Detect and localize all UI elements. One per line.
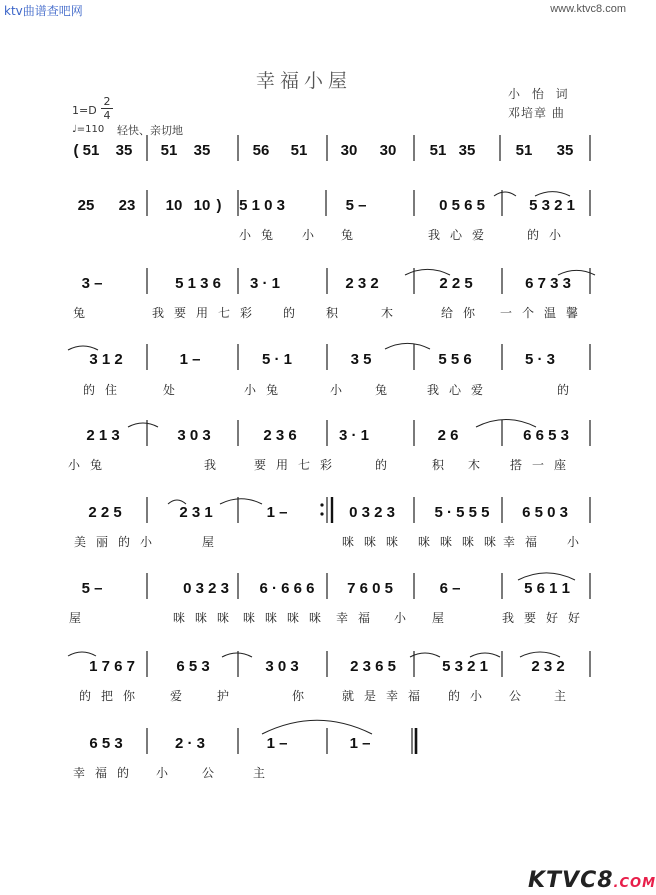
quarter-note-icon: ♩ [72, 124, 77, 135]
note-group: 0 3 2 3 [349, 504, 395, 521]
lyric-text: 木 [380, 306, 404, 320]
lyric-text: 公 [201, 766, 225, 780]
note-group: 2 3 2 [531, 658, 565, 675]
watermark-right: www.ktvc8.com [550, 3, 626, 15]
note-group: 1 – [179, 351, 201, 368]
lyric-text: 咪咪咪 [341, 535, 409, 549]
note-group: 6 6 5 3 [523, 427, 569, 444]
note-group: 3 0 3 [265, 658, 299, 675]
lyric-text: 兔 [374, 383, 398, 397]
ktvc8-logo [528, 868, 656, 893]
note-group: 5 1 0 3 [239, 197, 285, 214]
note-group: 1 7 6 7 [89, 658, 135, 675]
repeat-dot [320, 503, 323, 506]
note-group: 2 1 3 [86, 427, 120, 444]
slur-arc [494, 192, 516, 196]
note-group: 1 – [266, 735, 288, 752]
lyric-text: 给你 [440, 306, 486, 320]
note-group: 0 5 6 5 [439, 197, 485, 214]
note-group: 35 [458, 142, 476, 159]
note-group: 25 [77, 197, 95, 214]
note-group: 6 5 3 [176, 658, 210, 675]
note-group: 5 – [81, 580, 103, 597]
lyric-text: 小兔 [243, 383, 289, 397]
slur-arc [520, 652, 560, 657]
note-group: 51 [515, 142, 533, 159]
note-group: 0 3 2 3 [183, 580, 229, 597]
slur-arc [222, 653, 252, 657]
note-group: 2 · 3 [174, 735, 206, 752]
slur-arc [262, 720, 372, 734]
slur-arc [68, 652, 96, 656]
note-group: 1 – [349, 735, 371, 752]
lyric-text: 美丽的小 [73, 535, 163, 549]
lyric-text: 我要用七彩 [151, 306, 263, 320]
note-group: 30 [379, 142, 397, 159]
lyric-text: 小 [329, 383, 353, 397]
lyric-text: 积 [431, 458, 455, 472]
note-group: 2 2 5 [439, 275, 473, 292]
note-group: 35 [115, 142, 133, 159]
slur-arc [385, 343, 430, 349]
slur-arc [220, 499, 262, 504]
time-signature-top: 2 [103, 95, 111, 108]
lyric-text: 小 [566, 535, 590, 549]
lyric-text: 我心爱 [426, 383, 494, 397]
lyric-text: 公 [508, 689, 532, 703]
note-group: 5 · 5 5 5 [434, 504, 490, 521]
lyric-text: 小 [393, 611, 417, 625]
note-group: 2 6 [437, 427, 459, 444]
note-group: ( [73, 142, 79, 159]
lyric-text: 的 [374, 458, 398, 472]
lyric-text: 的住 [82, 383, 128, 397]
note-group: 3 · 1 [249, 275, 281, 292]
note-group: 5 · 1 [261, 351, 293, 368]
slur-arc [518, 573, 575, 580]
lyric-text: 你 [291, 689, 315, 703]
note-group: 30 [340, 142, 358, 159]
lyric-text: 一个温馨 [499, 306, 589, 320]
lyric-text: 兔 [72, 306, 96, 320]
note-group: 51 [429, 142, 447, 159]
note-group: 7 6 0 5 [347, 580, 393, 597]
note-group: 51 [82, 142, 100, 159]
note-group: 3 5 [350, 351, 372, 368]
lyric-text: 小兔 [67, 458, 113, 472]
lyric-text: 主 [252, 766, 276, 780]
slur-arc [476, 420, 536, 428]
lyric-text: 的 [282, 306, 306, 320]
key-signature: 1=D [72, 104, 97, 117]
note-group: 5 5 6 [438, 351, 472, 368]
tempo-value: =110 [76, 124, 105, 135]
lyric-text: 的把你 [78, 689, 146, 703]
note-group: 6 7 3 3 [525, 275, 571, 292]
note-group: 51 [160, 142, 178, 159]
lyric-text: 积 [325, 306, 349, 320]
note-group: 5 · 3 [524, 351, 556, 368]
note-group: 2 2 5 [88, 504, 122, 521]
note-group: ) [216, 197, 222, 214]
lyric-text: 我 [203, 458, 227, 472]
note-group: 2 3 6 [263, 427, 297, 444]
lyric-text: 屋 [431, 611, 455, 625]
note-group: 2 3 1 [179, 504, 213, 521]
lyricist-credit: 小 怡 词 [508, 87, 572, 101]
note-group: 56 [252, 142, 270, 159]
lyric-text: 的 [556, 383, 580, 397]
logo-suffix: .COM [613, 876, 656, 891]
note-group: 5 3 2 1 [529, 197, 575, 214]
note-group: 2 3 6 5 [350, 658, 396, 675]
lyric-text: 小 [155, 766, 179, 780]
note-group: 3 1 2 [89, 351, 123, 368]
lyric-text: 木 [467, 458, 491, 472]
lyric-text: 我要好好 [501, 611, 591, 625]
lyric-text: 兔 [340, 228, 364, 242]
lyric-text: 屋 [68, 611, 92, 625]
note-group: 5 – [345, 197, 367, 214]
logo-main: KTVC8 [528, 868, 614, 893]
note-group: 5 6 1 1 [524, 580, 570, 597]
note-group: 6 5 0 3 [522, 504, 568, 521]
lyric-text: 咪咪咪咪 [417, 535, 507, 549]
note-group: 10 [165, 197, 183, 214]
note-group: 2 3 2 [345, 275, 379, 292]
lyric-text: 我心爱 [427, 228, 495, 242]
note-group: 10 [193, 197, 211, 214]
note-group: 23 [118, 197, 136, 214]
lyric-text: 咪咪咪 [172, 611, 240, 625]
slur-arc [535, 192, 570, 196]
lyric-text: 幸福 [502, 535, 548, 549]
note-group: 51 [290, 142, 308, 159]
note-group: 35 [556, 142, 574, 159]
composer-credit: 邓培章 曲 [508, 106, 565, 120]
note-group: 5 1 3 6 [175, 275, 221, 292]
lyric-text: 要用七彩 [253, 458, 343, 472]
lyric-text: 的小 [447, 689, 493, 703]
lyric-text: 主 [553, 689, 577, 703]
slur-arc [128, 423, 158, 427]
repeat-dot [320, 512, 323, 515]
note-group: 6 · 6 6 6 [259, 580, 315, 597]
lyric-text: 咪咪咪咪 [242, 611, 332, 625]
slur-arc [68, 346, 98, 350]
tempo-expression: 轻快、亲切地 [117, 124, 183, 137]
slur-arc [470, 653, 500, 657]
song-title: 幸福小屋 [256, 70, 353, 92]
lyric-text: 幸福 [335, 611, 381, 625]
note-group: 1 – [266, 504, 288, 521]
note-group: 3 – [81, 275, 103, 292]
watermark-left: ktv曲谱查吧网 [4, 4, 83, 18]
note-group: 35 [193, 142, 211, 159]
lyric-text: 处 [162, 383, 186, 397]
lyric-text: 的小 [526, 228, 572, 242]
time-signature-bottom: 4 [103, 109, 111, 122]
lyric-text: 小 [301, 228, 325, 242]
note-group: 5 3 2 1 [442, 658, 488, 675]
lyric-text: 护 [216, 689, 240, 703]
note-group: 3 · 1 [338, 427, 370, 444]
lyric-text: 幸福的 [72, 766, 140, 780]
lyric-text: 小兔 [238, 228, 284, 242]
lyric-text: 屋 [201, 535, 225, 549]
lyric-text: 爱 [169, 689, 193, 703]
lyric-text: 就是幸福 [341, 689, 431, 703]
note-group: 6 – [439, 580, 461, 597]
note-group: 6 5 3 [89, 735, 123, 752]
note-group: 3 0 3 [177, 427, 211, 444]
lyric-text: 搭一座 [509, 458, 577, 472]
